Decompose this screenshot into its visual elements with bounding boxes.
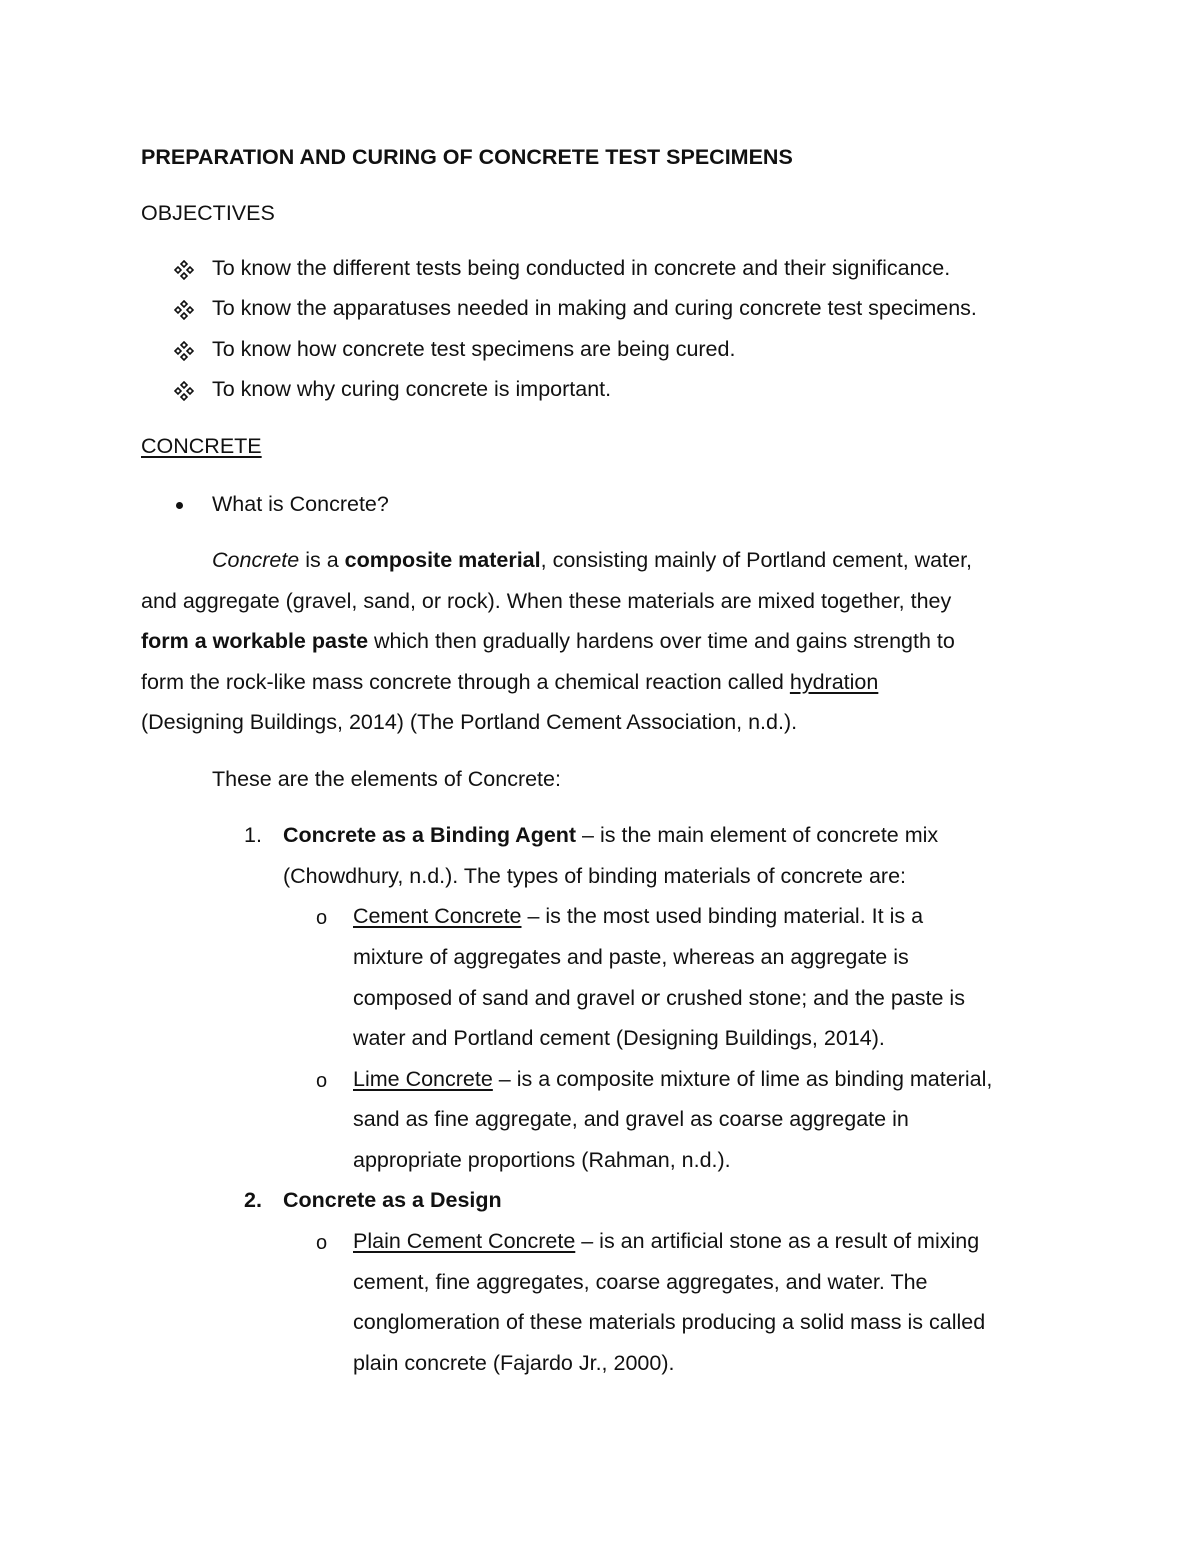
objective-item: To know the different tests being conducted in concrete and their significance.	[212, 256, 951, 280]
elements-intro: These are the elements of Concrete:	[212, 767, 561, 791]
element-number: 2.	[244, 1188, 262, 1212]
subitem-line: water and Portland cement (Designing Buildings, 2014).	[353, 1026, 885, 1050]
element-1-line-2: (Chowdhury, n.d.). The types of binding materials of concrete are:	[283, 864, 907, 888]
four-diamond-bullet-icon	[174, 341, 194, 361]
subitem-term: Lime Concrete	[353, 1067, 493, 1091]
definition-line-3: form a workable paste which then gradually hardens over time and gains strength to	[141, 629, 955, 653]
question-item: What is Concrete?	[212, 492, 389, 516]
hydration-term: hydration	[789, 670, 879, 694]
objective-item: To know how concrete test specimens are being cured.	[212, 337, 736, 361]
element-title: Concrete as a Binding Agent	[283, 823, 577, 847]
subitem-line: sand as fine aggregate, and gravel as coarse aggregate in	[353, 1107, 909, 1131]
definition-line-5: (Designing Buildings, 2014) (The Portland Cement Association, n.d.).	[141, 710, 798, 734]
four-diamond-bullet-icon	[174, 381, 194, 401]
concrete-heading: CONCRETE	[141, 434, 262, 458]
definition-line-2: and aggregate (gravel, sand, or rock). When these materials are mixed together, they	[141, 589, 952, 613]
hollow-bullet-icon: o	[316, 1232, 328, 1254]
composite-material-bold: composite material	[344, 548, 541, 572]
document-title: PREPARATION AND CURING OF CONCRETE TEST SPECIMENS	[141, 145, 793, 169]
objective-item: To know the apparatuses needed in making and curing concrete test specimens.	[212, 296, 977, 320]
bullet-dot-icon	[176, 502, 183, 509]
subitem-line: Plain Cement Concrete – is an artificial stone as a result of mixing	[353, 1229, 980, 1253]
element-title: Concrete as a Design	[283, 1188, 502, 1212]
subitem-term: Plain Cement Concrete	[353, 1229, 576, 1253]
definition-line-1: Concrete is a composite material, consisting mainly of Portland cement, water,	[212, 548, 973, 572]
definition-term: Concrete	[212, 548, 300, 572]
subitem-line: conglomeration of these materials producing a solid mass is called	[353, 1310, 986, 1334]
hollow-bullet-icon: o	[316, 907, 328, 929]
subitem-line: appropriate proportions (Rahman, n.d.).	[353, 1148, 731, 1172]
subitem-line: cement, fine aggregates, coarse aggregates, and water. The	[353, 1270, 928, 1294]
subitem-line: Lime Concrete – is a composite mixture of lime as binding material,	[353, 1067, 993, 1091]
objective-item: To know why curing concrete is important.	[212, 377, 612, 401]
subitem-line: Cement Concrete – is the most used binding material. It is a	[353, 904, 924, 928]
subitem-line: plain concrete (Fajardo Jr., 2000).	[353, 1351, 675, 1375]
four-diamond-bullet-icon	[174, 260, 194, 280]
definition-line-4: form the rock-like mass concrete through a chemical reaction called hydration	[141, 670, 879, 694]
subitem-term: Cement Concrete	[353, 904, 522, 928]
element-1-line-1: Concrete as a Binding Agent – is the main element of concrete mix	[283, 823, 939, 847]
subitem-line: mixture of aggregates and paste, whereas an aggregate is	[353, 945, 909, 969]
hollow-bullet-icon: o	[316, 1070, 328, 1092]
four-diamond-bullet-icon	[174, 300, 194, 320]
workable-paste-bold: form a workable paste	[141, 629, 369, 653]
subitem-line: composed of sand and gravel or crushed stone; and the paste is	[353, 986, 965, 1010]
objectives-heading: OBJECTIVES	[141, 201, 275, 225]
element-number: 1.	[244, 823, 262, 847]
